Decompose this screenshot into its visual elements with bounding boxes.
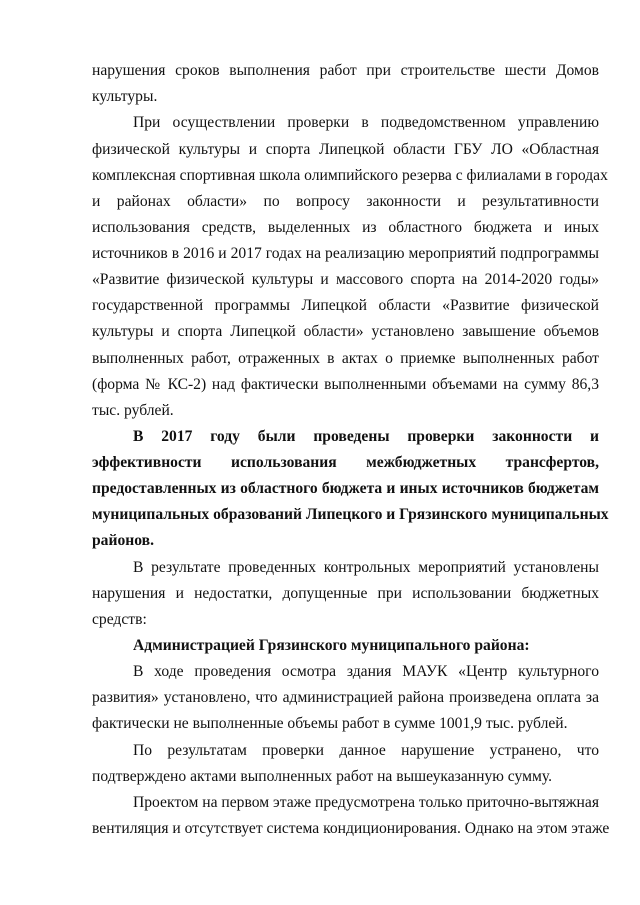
text-line: физической культуры и спорта Липецкой области ГБУ ЛО «Областная (92, 141, 599, 158)
text-line: тыс. рублей. (92, 402, 174, 419)
text-line: нарушения и недостатки, допущенные при использовании бюджетных (92, 585, 599, 602)
text-line: комплексная спортивная школа олимпийского резерва с филиалами в городах (92, 167, 608, 184)
text-line: культуры. (92, 88, 158, 105)
text-line: источников в 2016 и 2017 годах на реализацию мероприятий подпрограммы (92, 245, 599, 262)
text-line: По результатам проверки данное нарушение устранено, что (133, 742, 599, 759)
text-line: подтверждено актами выполненных работ на вышеуказанную сумму. (92, 768, 552, 785)
text-line: выполненных работ, отраженных в актах о приемке выполненных работ (92, 350, 599, 367)
text-line: и районах области» по вопросу законности и результативности (92, 193, 599, 210)
heading-line: В 2017 году были проведены проверки законности и (133, 428, 599, 445)
text-line: культуры и спорта Липецкой области» установлено завышение объемов (92, 323, 599, 340)
text-line: В результате проведенных контрольных мероприятий установлены (133, 559, 599, 576)
subheading-line: Администрацией Грязинского муниципального района: (133, 637, 530, 654)
text-line: нарушения сроков выполнения работ при строительстве шести Домов (92, 62, 599, 79)
heading-line: эффективности использования межбюджетных трансфертов, (92, 454, 599, 471)
text-line: средств: (92, 611, 147, 628)
text-line: (форма № КС-2) над фактически выполненными объемами на сумму 86,3 (92, 376, 599, 393)
text-line: При осуществлении проверки в подведомственном управлению (133, 114, 599, 131)
heading-line: муниципальных образований Липецкого и Грязинского муниципальных (92, 506, 609, 523)
text-line: государственной программы Липецкой области «Развитие физической (92, 297, 599, 314)
heading-line: районов. (92, 532, 154, 549)
text-line: вентиляция и отсутствует система кондиционирования. Однако на этом этаже (92, 820, 610, 837)
text-line: фактически не выполненные объемы работ в сумме 1001,9 тыс. рублей. (92, 715, 568, 732)
text-line: В ходе проведения осмотра здания МАУК «Центр культурного (133, 663, 599, 680)
heading-line: предоставленных из областного бюджета и иных источников бюджетам (92, 480, 599, 497)
text-line: использования средств, выделенных из областного бюджета и иных (92, 219, 599, 236)
text-line: развития» установлено, что администрацией района произведена оплата за (92, 689, 599, 706)
text-line: «Развитие физической культуры и массового спорта на 2014-2020 годы» (92, 271, 599, 288)
text-line: Проектом на первом этаже предусмотрена только приточно-вытяжная (133, 794, 599, 811)
